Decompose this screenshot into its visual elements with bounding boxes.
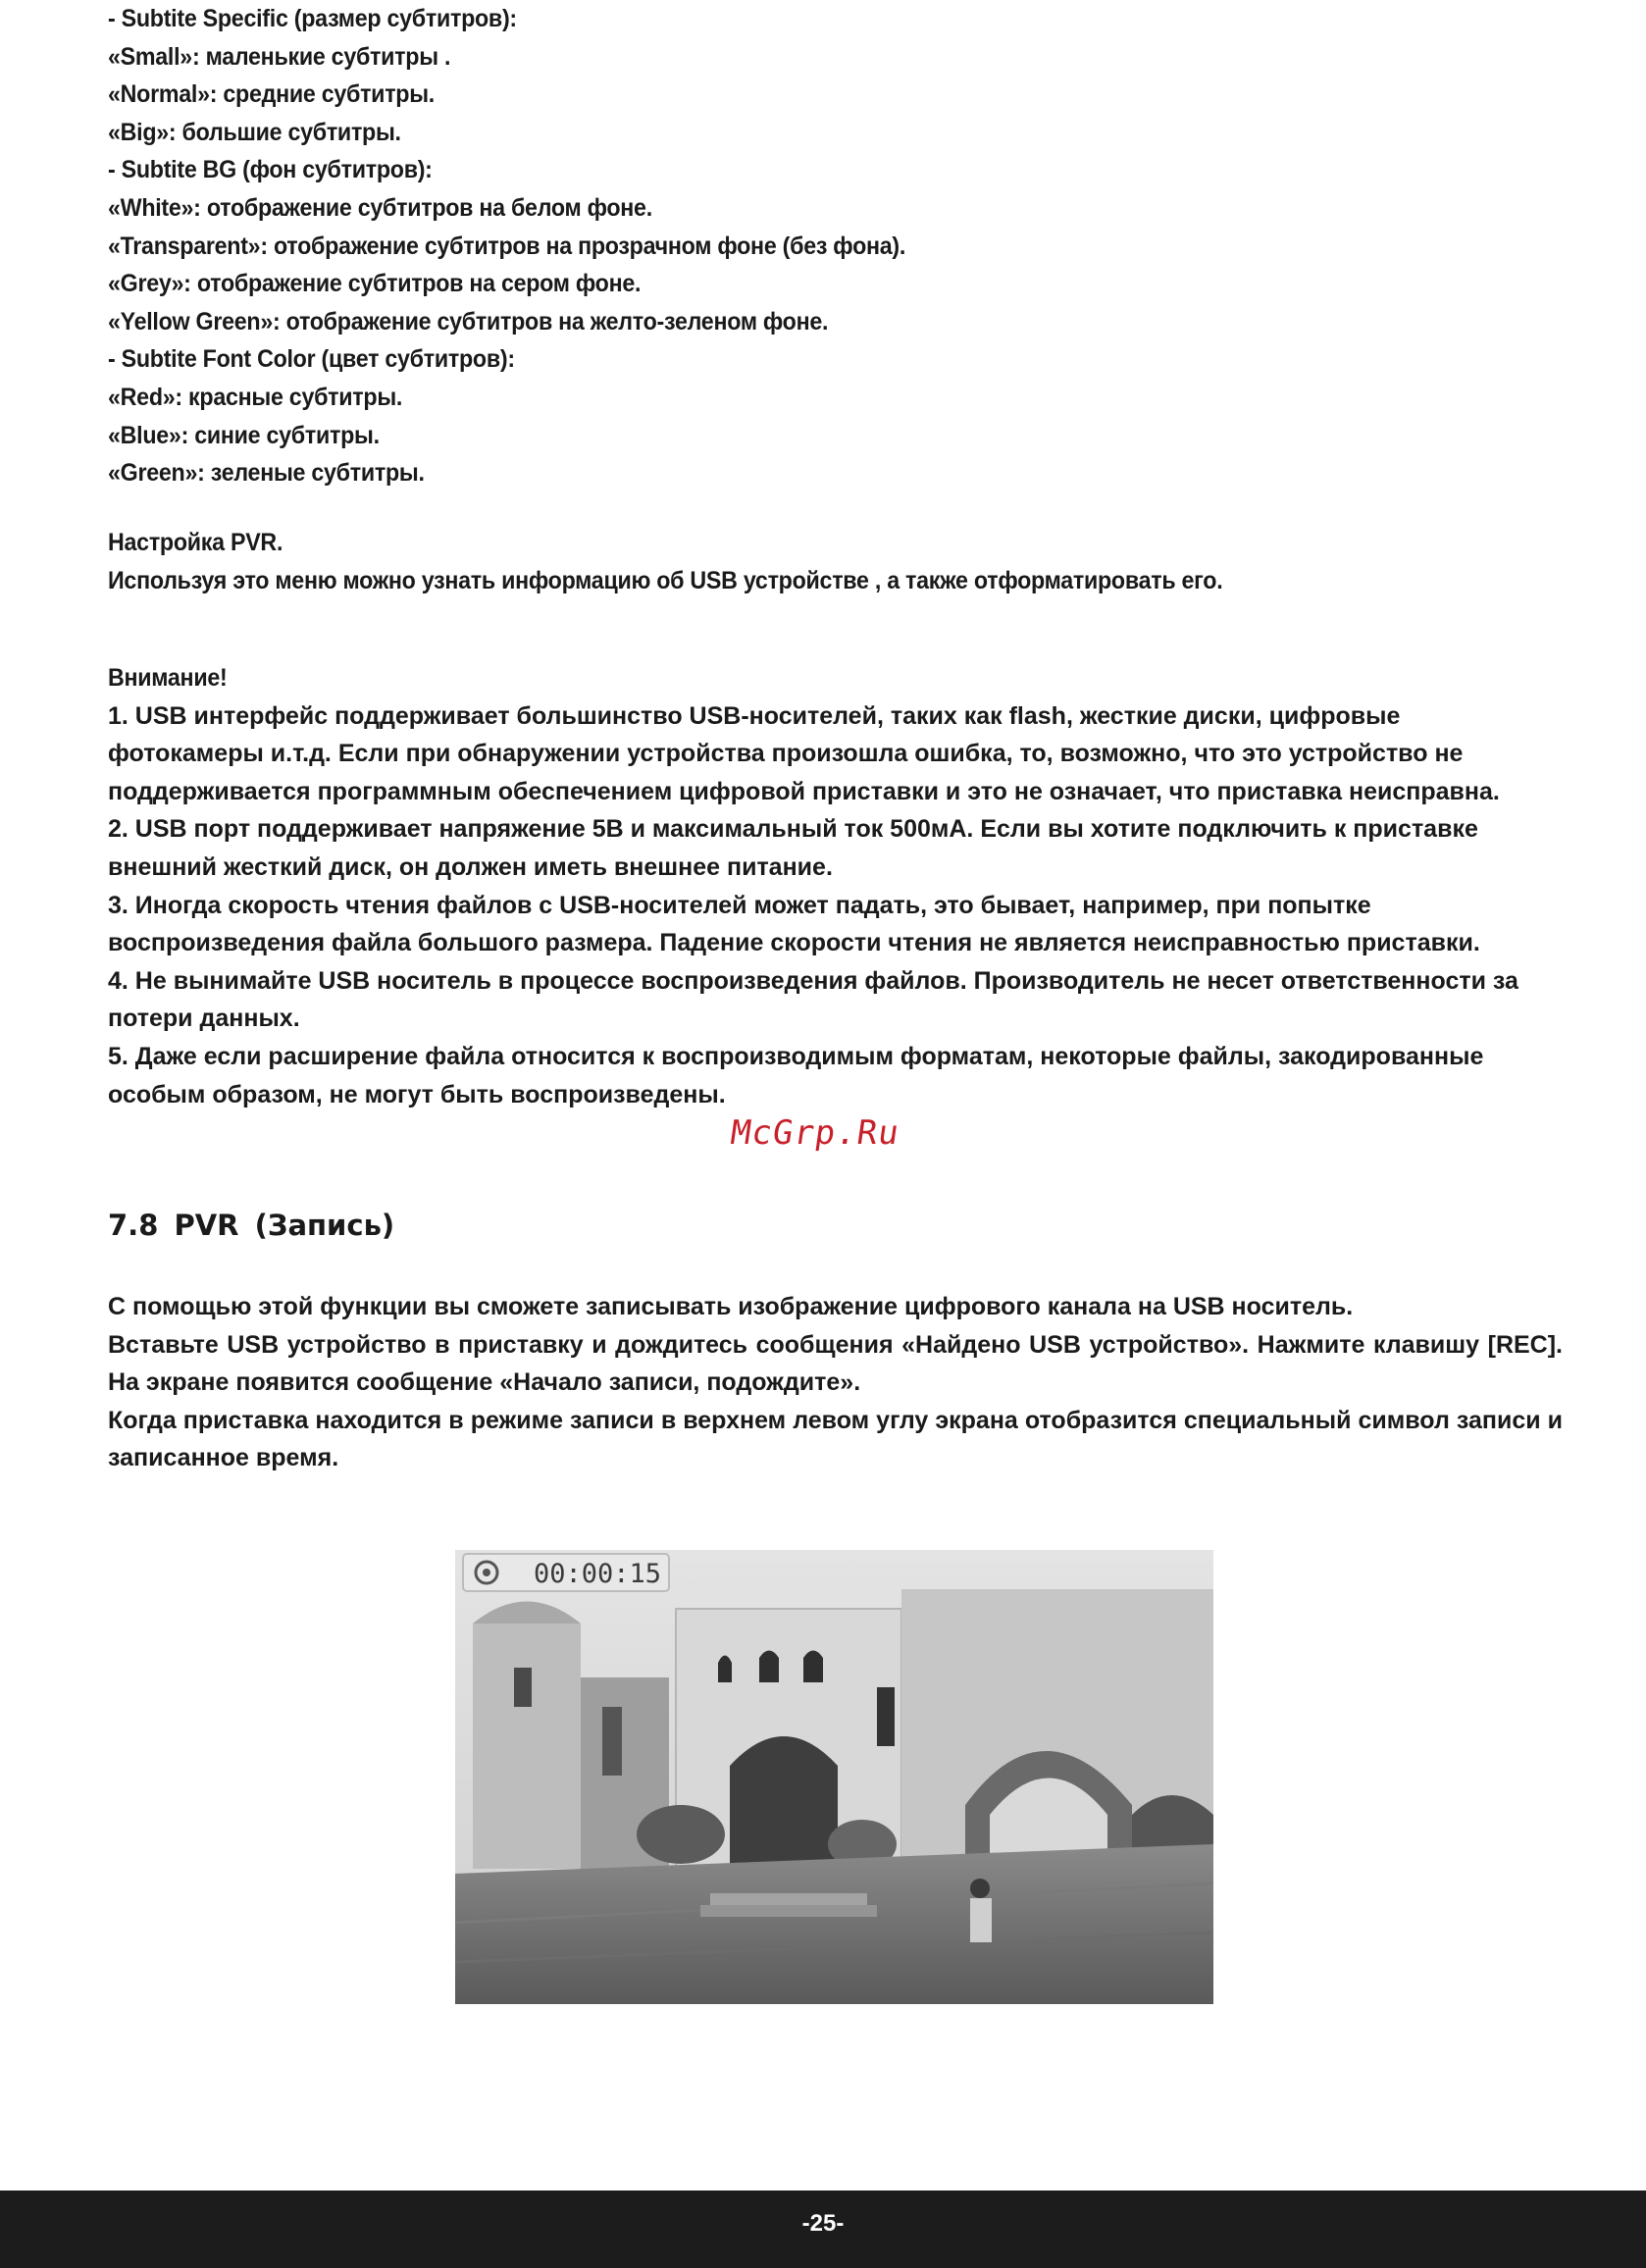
settings-line: «Transparent»: отображение субтитров на прозрачном фоне (без фона). xyxy=(108,232,906,260)
recording-screenshot-image xyxy=(455,1550,1213,2004)
section-paragraph: Вставьте USB устройство в приставку и дождитесь сообщения «Найдено USB устройство». Нажмите клавишу [REC]. На экране появится сообщение «Начало записи, подождите». xyxy=(108,1330,1563,1397)
section-paragraph: С помощью этой функции вы сможете записывать изображение цифрового канала на USB носитель. xyxy=(108,1293,1354,1320)
subtitle-settings-list xyxy=(108,0,1563,492)
settings-line: «Big»: большие субтитры. xyxy=(108,118,401,146)
settings-line: «White»: отображение субтитров на белом фоне. xyxy=(108,193,652,222)
settings-line: «Yellow Green»: отображение субтитров на желто-зеленом фоне. xyxy=(108,307,829,335)
warning-title: Внимание! xyxy=(108,664,228,692)
watermark: McGrp.Ru xyxy=(728,1113,902,1153)
pvr-setup-block xyxy=(108,524,1563,599)
settings-line: - Subtite BG (фон субтитров): xyxy=(108,156,433,184)
settings-line: «Grey»: отображение субтитров на сером фоне. xyxy=(108,270,642,298)
settings-line: «Red»: красные субтитры. xyxy=(108,383,403,411)
settings-line: - Subtite Specific (размер субтитров): xyxy=(108,5,517,32)
recording-screenshot xyxy=(455,1550,1213,2004)
warning-item: 1. USB интерфейс поддерживает большинство USB-носителей, таких как flash, жесткие диски, цифровые фотокамеры и.т.д. Если при обнаружении устройства произошла ошибка, то, возможно, что это устройство не поддерживается программным обеспечением цифровой приставки и это не означает, что приставка неисправна. xyxy=(108,701,1500,805)
section-paragraph: Когда приставка находится в режиме записи в верхнем левом углу экрана отобразится специальный символ записи и записанное время. xyxy=(108,1406,1563,1472)
section-heading: 7.8 PVR (Запись) xyxy=(108,1209,395,1242)
settings-line: «Small»: маленькие субтитры . xyxy=(108,42,451,71)
pvr-setup-title: Настройка PVR. xyxy=(108,529,283,556)
warning-item: 3. Иногда скорость чтения файлов с USB-носителей может падать, это бывает, например, при попытке воспроизведения файла большого размера. Падение скорости чтения не является неисправностью приставки. xyxy=(108,891,1480,957)
settings-line: «Green»: зеленые субтитры. xyxy=(108,459,425,488)
warning-item: 2. USB порт поддерживает напряжение 5В и максимальный ток 500мА. Если вы хотите подключить к приставке внешний жесткий диск, он должен иметь внешнее питание. xyxy=(108,815,1478,881)
warning-item: 5. Даже если расширение файла относится к воспроизводимым форматам, некоторые файлы, закодированные особым образом, не могут быть воспроизведены. xyxy=(108,1042,1484,1108)
settings-line: «Blue»: синие субтитры. xyxy=(108,421,380,449)
warning-block xyxy=(108,659,1563,1113)
page-number: -25- xyxy=(801,2210,845,2237)
warning-item: 4. Не вынимайте USB носитель в процессе воспроизведения файлов. Производитель не несет ответственности за потери данных. xyxy=(108,966,1518,1033)
settings-line: «Normal»: средние субтитры. xyxy=(108,80,435,109)
settings-line: - Subtite Font Color (цвет субтитров): xyxy=(108,345,515,374)
recording-timer: 00:00:15 xyxy=(534,1559,662,1589)
page-footer xyxy=(0,2191,1646,2268)
pvr-setup-text: Используя это меню можно узнать информацию об USB устройстве , а также отформатировать его. xyxy=(108,566,1223,594)
pvr-record-section xyxy=(108,1288,1563,1477)
